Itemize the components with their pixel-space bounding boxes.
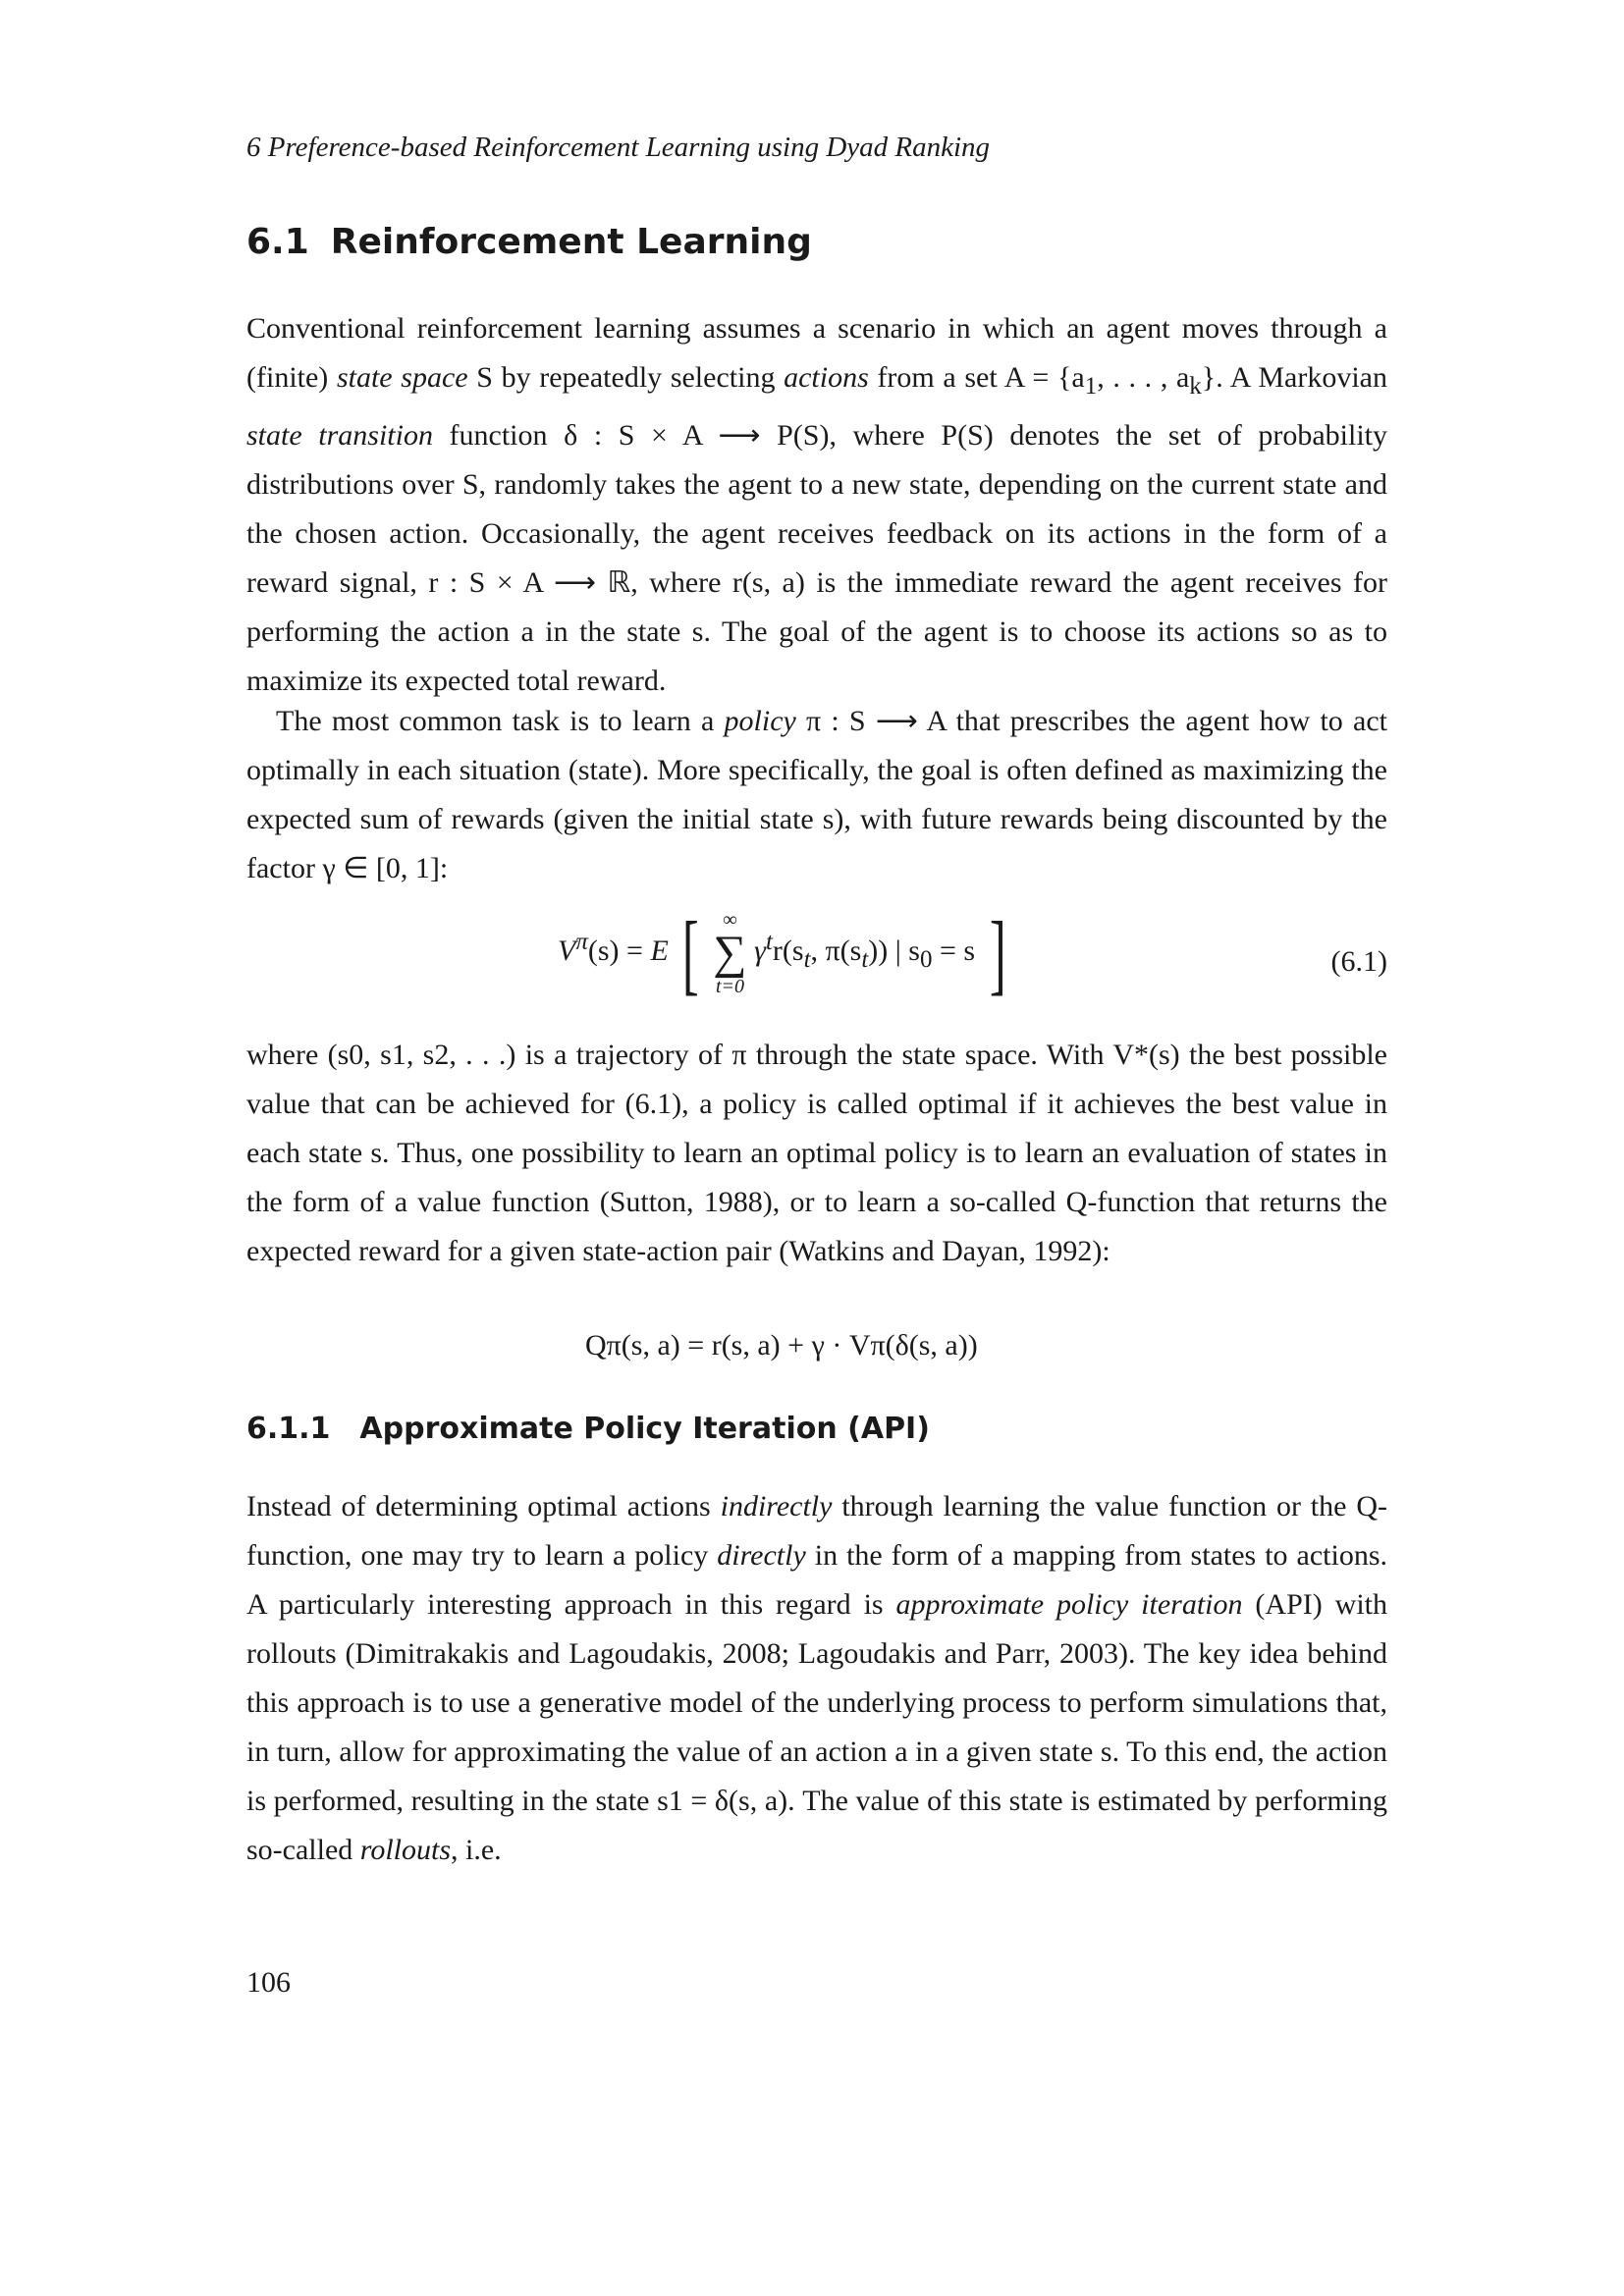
page-number: 106 bbox=[246, 1966, 291, 1999]
text-run: π : S ⟶ A that prescribes the agent how to act optimally in each situation (state). More specifically, the goal is often defined as maximizing the expected sum of rewards (given the initial state s), with future rewards being discounted by the factor γ ∈ [0, 1]: bbox=[246, 705, 1387, 884]
emphasis: actions bbox=[784, 361, 869, 394]
emphasis: state transition bbox=[246, 419, 433, 452]
eq-expectation: E bbox=[650, 934, 669, 967]
eq-superscript: t bbox=[765, 928, 773, 955]
right-bracket-icon: ] bbox=[989, 903, 1006, 1003]
subsection-title: Approximate Policy Iteration (API) bbox=[359, 1412, 930, 1446]
text-run: , i.e. bbox=[451, 1834, 502, 1866]
equation-q-function: Qπ(s, a) = r(s, a) + γ · Vπ(δ(s, a)) bbox=[585, 1329, 978, 1362]
sum-upper-limit: ∞ bbox=[723, 909, 737, 931]
running-head: 6 Preference-based Reinforcement Learning using Dyad Ranking bbox=[246, 132, 991, 163]
eq-term: γ bbox=[754, 934, 766, 967]
sum-symbol: ∑ bbox=[713, 927, 747, 979]
section-number: 6.1 bbox=[246, 222, 309, 262]
text-run: }. A Markovian bbox=[1201, 361, 1387, 394]
subscript: 1 bbox=[1084, 373, 1098, 400]
text-run: S by repeatedly selecting bbox=[467, 361, 785, 394]
emphasis: rollouts bbox=[359, 1834, 452, 1866]
eq-term: = s bbox=[932, 934, 976, 967]
summation bbox=[713, 910, 746, 996]
equation-value-function bbox=[558, 903, 1012, 1003]
text-run: The most common task is to learn a bbox=[276, 705, 725, 737]
subsection-number: 6.1.1 bbox=[246, 1412, 331, 1446]
eq-term: r(s bbox=[772, 934, 804, 967]
eq-subscript: t bbox=[803, 945, 811, 973]
text-run: through learning the value function or the Q-function, one may try to learn a policy bbox=[246, 1490, 1387, 1572]
eq-term: , π(s bbox=[810, 934, 862, 967]
paragraph-trajectory: where (s0, s1, s2, . . .) is a trajectory of π through the state space. With V*(s) the best possible value that can be achieved for (6.1), a policy is called optimal if it achieves the best value in each state s. Thus, one possibility to learn an optimal policy is to learn an evaluation of states in the form of a value function (Sutton, 1988), or to learn a so-called Q-function that returns the expected reward for a given state-action pair (Watkins and Dayan, 1992): bbox=[246, 1039, 1387, 1267]
text-run: in the form of a mapping from states to actions. A particularly interesting approach in this regard is bbox=[246, 1539, 1387, 1621]
emphasis: directly bbox=[717, 1539, 806, 1572]
left-bracket-icon: [ bbox=[682, 903, 700, 1003]
text-run: function δ : S × A ⟶ P(S), where P(S) denotes the set of probability distributions over S, randomly takes the agent to a new state, depending on the current state and the chosen action. Occasionally, the agent receives feedback on its actions in the form of a reward signal, r : S × A ⟶ ℝ, where r(s, a) is the immediate reward the agent receives for performing the action a in the state s. The goal of the agent is to choose its actions so as to maximize its expected total reward. bbox=[246, 419, 1387, 697]
text-run: from a set A = {a bbox=[868, 361, 1085, 394]
section-heading bbox=[246, 222, 812, 262]
subscript: k bbox=[1189, 373, 1202, 400]
text-run: , . . . , a bbox=[1097, 361, 1190, 394]
paragraph-policy bbox=[246, 697, 1387, 893]
emphasis: approximate policy iteration bbox=[895, 1588, 1243, 1621]
sum-lower-limit: t=0 bbox=[715, 976, 745, 997]
eq-equals: = bbox=[626, 934, 643, 967]
emphasis: policy bbox=[724, 705, 796, 737]
eq-symbol: V bbox=[558, 934, 576, 967]
eq-subscript: 0 bbox=[919, 945, 933, 973]
text-run: Conventional reinforcement learning assumes a scenario in which an agent moves through a (finite) bbox=[246, 312, 1387, 394]
emphasis: indirectly bbox=[720, 1490, 833, 1522]
section-title: Reinforcement Learning bbox=[330, 222, 812, 262]
text-run: Instead of determining optimal actions bbox=[246, 1490, 721, 1522]
subsection-heading bbox=[246, 1412, 930, 1446]
equation-number: (6.1) bbox=[1330, 945, 1387, 978]
eq-term: )) | s bbox=[868, 934, 920, 967]
eq-argument: (s) bbox=[587, 934, 620, 967]
paragraph-api bbox=[246, 1482, 1387, 1875]
paragraph-intro bbox=[246, 304, 1387, 706]
emphasis: state space bbox=[336, 361, 468, 394]
eq-superscript: π bbox=[575, 928, 588, 955]
eq-subscript: t bbox=[861, 945, 869, 973]
text-run: (API) with rollouts (Dimitrakakis and Lagoudakis, 2008; Lagoudakis and Parr, 2003). The key idea behind this approach is to use a generative model of the underlying process to perform simulations that, in turn, allow for approximating the value of an action a in a given state s. To this end, the action is performed, resulting in the state s1 = δ(s, a). The value of this state is estimated by performing so-called bbox=[246, 1588, 1387, 1866]
